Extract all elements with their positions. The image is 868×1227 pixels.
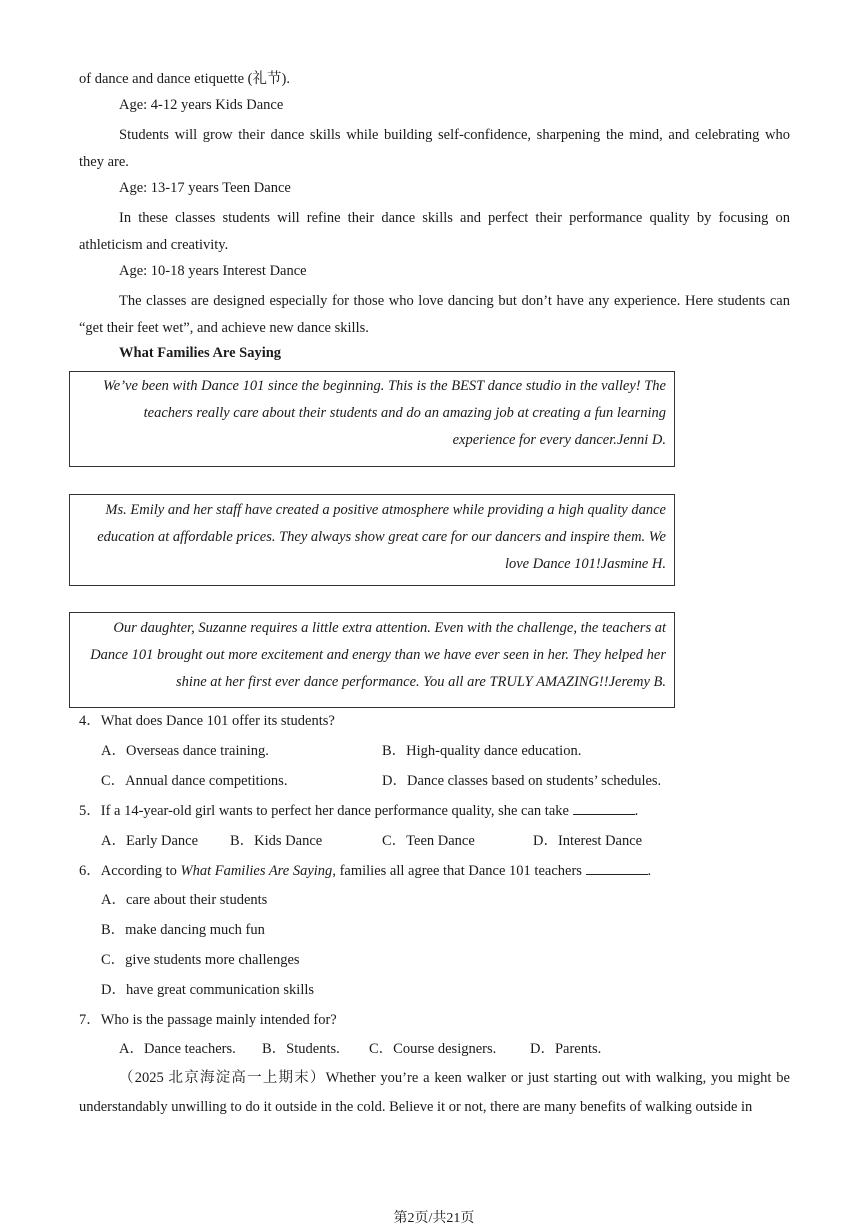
question-6-stem-pre: 6．According to — [79, 863, 181, 879]
class-heading-interest: Age: 10-18 years Interest Dance — [119, 263, 307, 279]
question-5-option-d[interactable]: D．Interest Dance — [533, 833, 643, 849]
class-text-kids: Students will grow their dance skills while building self-confidence, sharpening the mind, and celebrating who they are. — [79, 127, 790, 170]
testimonial-box-jenni — [69, 371, 675, 467]
page-footer: 第2页/共21页 — [393, 1211, 475, 1226]
question-5-stem: 5．If a 14-year-old girl wants to perfect her dance performance quality, she can take — [79, 803, 569, 819]
question-7-option-d[interactable]: D．Parents. — [530, 1041, 602, 1057]
class-heading-teen: Age: 13-17 years Teen Dance — [119, 180, 291, 196]
intro-end-text: of dance and dance etiquette (礼节). — [79, 71, 290, 87]
class-text-teen: In these classes students will refine their dance skills and perfect their performance quality by focusing on athleticism and creativity. — [79, 210, 790, 253]
question-7-stem: 7．Who is the passage mainly intended for? — [79, 1012, 337, 1028]
class-heading-kids: Age: 4-12 years Kids Dance — [119, 97, 284, 113]
testimonial-text-jeremy: Our daughter, Suzanne requires a little extra attention. Even with the challenge, the teachers at Dance 101 brought out more excitement and energy than we have ever seen in her. They helped her shine at her first ever dance performance. You all are TRULY AMAZING!!Jeremy B. — [90, 620, 666, 690]
answer-blank — [573, 802, 635, 815]
question-5-option-b[interactable]: B．Kids Dance — [230, 833, 323, 849]
testimonial-box-jeremy — [69, 612, 675, 708]
question-5-option-a[interactable]: A．Early Dance — [101, 833, 199, 849]
question-6-option-a[interactable]: A．care about their students — [101, 892, 268, 908]
next-passage-text: （2025 北京海淀高一上期末）Whether you’re a keen walker or just starting out with walking, you might be understandably unwilling to do it outside in the cold. Believe it or not, there are many benefits of walking outside in — [79, 1070, 790, 1115]
question-4-stem: 4．What does Dance 101 offer its students? — [79, 713, 335, 729]
question-6-stem-line: 6．According to What Families Are Saying, families all agree that Dance 101 teachers . — [79, 863, 652, 879]
question-6-option-c[interactable]: C．give students more challenges — [101, 952, 300, 968]
question-5-option-c[interactable]: C．Teen Dance — [382, 833, 475, 849]
question-4-option-b[interactable]: B．High-quality dance education. — [382, 743, 582, 759]
testimonial-box-jasmine — [69, 494, 675, 586]
question-6-stem-italic: What Families Are Saying — [180, 863, 333, 879]
question-4-option-a[interactable]: A．Overseas dance training. — [101, 743, 269, 759]
question-5-stem-line: 5．If a 14-year-old girl wants to perfect her dance performance quality, she can take . — [79, 803, 639, 819]
families-heading: What Families Are Saying — [119, 345, 282, 361]
question-4-option-c[interactable]: C．Annual dance competitions. — [101, 773, 288, 789]
testimonial-text-jenni: We’ve been with Dance 101 since the beginning. This is the BEST dance studio in the valley! The teachers really care about their students and do an amazing job at creating a fun learning experience for every dancer.Jenni D. — [103, 378, 666, 448]
question-7-option-a[interactable]: A．Dance teachers. — [119, 1041, 236, 1057]
class-text-interest: The classes are designed especially for those who love dancing but don’t have any experience. Here students can “get their feet wet”, and achieve new dance skills. — [79, 293, 790, 336]
question-6-option-b[interactable]: B．make dancing much fun — [101, 922, 265, 938]
answer-blank — [586, 862, 648, 875]
question-7-option-c[interactable]: C．Course designers. — [369, 1041, 497, 1057]
question-4-option-d[interactable]: D．Dance classes based on students’ schedules. — [382, 773, 662, 789]
question-6-stem-post: , families all agree that Dance 101 teachers — [332, 863, 582, 879]
question-7-option-b[interactable]: B．Students. — [262, 1041, 340, 1057]
question-6-option-d[interactable]: D．have great communication skills — [101, 982, 315, 998]
testimonial-text-jasmine: Ms. Emily and her staff have created a positive atmosphere while providing a high quality dance education at affordable prices. They always show great care for our dancers and inspire them. We love Dance 101!Jasmine H. — [97, 502, 666, 572]
